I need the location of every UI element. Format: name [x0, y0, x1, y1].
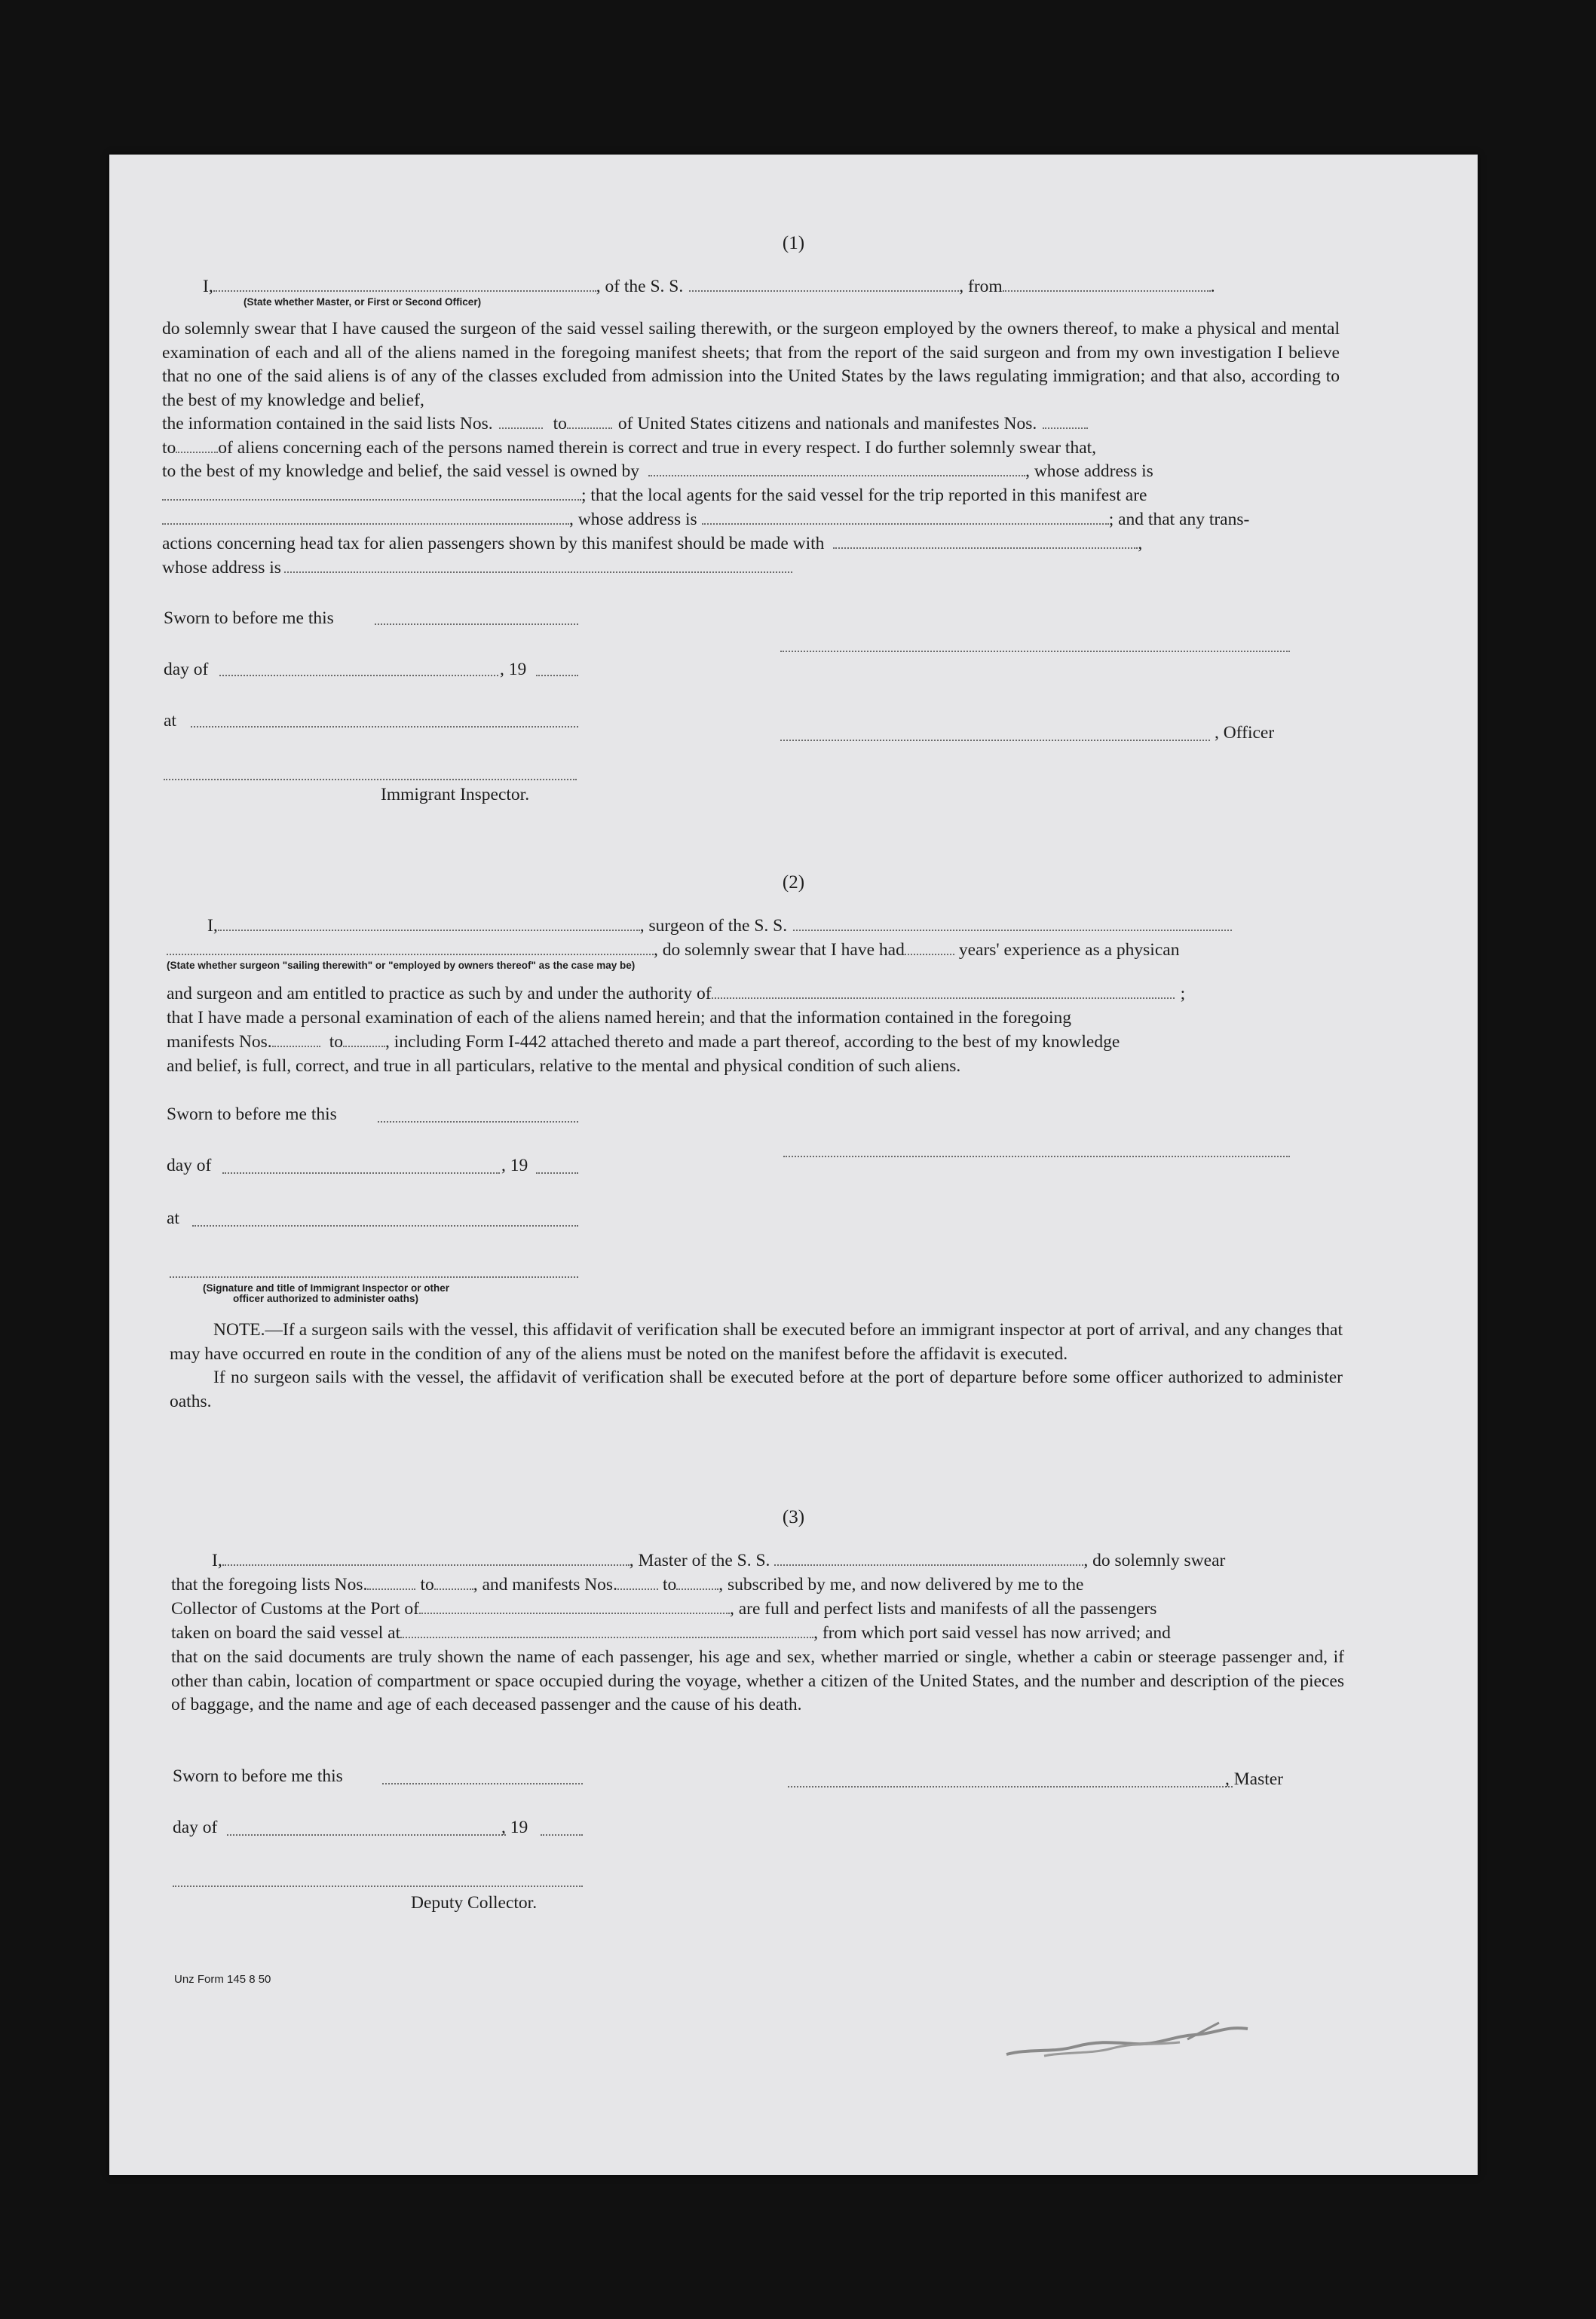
section-1-line-1: I, , of the S. S. , from .	[203, 277, 1215, 296]
note-paragraph-2: If no surgeon sails with the vessel, the affidavit of verification shall be executed before at the port of departure before some officer authorized to administer oaths.	[170, 1368, 1343, 1411]
section-3-year-blank	[541, 1834, 583, 1836]
section-3-number: (3)	[782, 1507, 805, 1527]
section-1-paragraph: do solemnly swear that I have caused the surgeon of the said vessel sailing therewith, or the surgeon employed by the owners thereof, to make a physical and mental examination of each and all of the aliens named in the foregoing manifest sheets; that from the report of the said surgeon and from my own investigation I believe that no one of the said aliens is of any of the classes excluded from admission into the United States by the laws regulating immigration; and that also, according to the best of my knowledge and belief,	[162, 319, 1340, 410]
section-3-day-blank	[227, 1834, 506, 1836]
section-1-whose2-line: whose address is	[162, 556, 792, 581]
section-2-line-2: , do solemnly swear that I have had years' experience as a physican	[167, 939, 1179, 963]
section-3-paragraph: that on the said documents are truly shown the name of each passenger, his age and sex, whether married or single, whether a cabin or steerage passenger and, if other than cabin, location of compartment or space occupied during the voyage, whether a citizen of the United States, and the number and description of the pieces of baggage, and the name and age of each deceased passenger and the cause of his death.	[171, 1647, 1344, 1715]
section-2-line-4: that I have made a personal examination of each of the aliens named herein; and that the information contained in the foregoing	[167, 1008, 1072, 1028]
section-1-agents-line: ; that the local agents for the said vessel for the trip reported in this manifest are	[162, 484, 1147, 508]
section-1-at-label: at	[164, 711, 176, 731]
section-1-inspector-line	[164, 779, 577, 780]
section-3-year-label: , 19	[501, 1818, 528, 1837]
form-number: Unz Form 145 8 50	[174, 1973, 271, 1986]
section-3-deputy-line	[173, 1886, 583, 1887]
section-2-inspector-line	[170, 1276, 578, 1278]
section-2-line-5: manifests Nos. to , including Form I-442 attached thereto and made a part thereof, according to the best of my knowledge	[167, 1032, 1120, 1052]
section-2-sig-caption-2: officer authorized to administer oaths)	[233, 1293, 419, 1304]
section-1-at-blank	[191, 726, 578, 728]
section-2-day-blank	[222, 1172, 500, 1174]
section-1-day-blank	[219, 675, 498, 676]
section-3-master-label: , Master	[1225, 1769, 1284, 1789]
section-1-caption: (State whether Master, or First or Second Officer)	[244, 296, 482, 308]
section-1-sworn-blank	[375, 623, 578, 625]
section-1-whose-line: , whose address is ; and that any trans-	[162, 508, 1249, 532]
section-3-deputy-label: Deputy Collector.	[411, 1893, 538, 1913]
section-2-sworn-label: Sworn to before me this	[167, 1104, 337, 1124]
section-1-info-line: the information contained in the said lists Nos. to of United States citizens and nationals and manifestes Nos.	[162, 412, 1088, 437]
section-2-number: (2)	[782, 872, 805, 893]
section-1-officer-line	[780, 740, 1210, 741]
section-1-sworn-label: Sworn to before me this	[164, 608, 334, 628]
section-1-officer-label: , Officer	[1215, 723, 1275, 743]
manifest-affidavit-sheet	[109, 155, 1478, 2175]
section-1-to-line: to of aliens concerning each of the persons named therein is correct and true in every respect. I do further solemnly swear that,	[162, 438, 1097, 458]
section-2-signature-line	[783, 1156, 1290, 1157]
section-1-actions-line: actions concerning head tax for alien passengers shown by this manifest should be made with ,	[162, 534, 1143, 553]
section-3-line-3: Collector of Customs at the Port of , are full and perfect lists and manifests of all the passengers	[171, 1599, 1157, 1619]
section-2-sworn-blank	[378, 1121, 578, 1123]
section-2-at-label: at	[167, 1209, 179, 1228]
section-3-line-2: that the foregoing lists Nos. to , and manifests Nos. to , subscribed by me, and now delivered by me to the	[171, 1575, 1084, 1595]
section-2-line-1: I, , surgeon of the S. S.	[207, 914, 1232, 939]
section-3-line-1: I, , Master of the S. S. , do solemnly swear	[212, 1551, 1226, 1570]
section-2-dayof-label: day of	[167, 1156, 212, 1175]
section-2-line-3: and surgeon and am entitled to practice as such by and under the authority of ;	[167, 984, 1186, 1003]
section-1-signature-line	[780, 651, 1290, 652]
handwritten-mark	[999, 2009, 1270, 2069]
section-3-line-4: taken on board the said vessel at , from which port said vessel has now arrived; and	[171, 1623, 1171, 1643]
section-1-year-label: , 19	[500, 660, 527, 679]
section-3-dayof-label: day of	[173, 1818, 218, 1837]
section-1-owned-line: to the best of my knowledge and belief, the said vessel is owned by , whose address is	[162, 461, 1153, 481]
section-2-year-blank	[536, 1172, 578, 1174]
section-1-dayof-label: day of	[164, 660, 209, 679]
note-paragraph-1: NOTE.—If a surgeon sails with the vessel, this affidavit of verification shall be executed before an immigrant inspector at port of arrival, and any changes that may have occurred en route in the condition of any of the aliens must be noted on the manifest before the affidavit is executed.	[170, 1320, 1343, 1364]
section-1-year-blank	[536, 675, 578, 676]
section-2-caption: (State whether surgeon "sailing therewith" or "employed by owners thereof" as the case may be)	[167, 960, 636, 971]
section-2-note	[170, 1319, 1343, 1414]
section-3-sworn-label: Sworn to before me this	[173, 1766, 343, 1786]
section-2-at-blank	[192, 1225, 578, 1227]
section-3-sworn-blank	[382, 1783, 583, 1784]
section-1-inspector-label: Immigrant Inspector.	[381, 785, 530, 804]
section-2-line-6: and belief, is full, correct, and true in all particulars, relative to the mental and physical condition of such aliens.	[167, 1056, 961, 1076]
section-2-year-label: , 19	[501, 1156, 528, 1175]
section-1-number: (1)	[782, 233, 805, 253]
section-2-sig-caption-1: (Signature and title of Immigrant Inspector or other	[203, 1282, 450, 1294]
section-3-signature-line	[788, 1786, 1233, 1787]
